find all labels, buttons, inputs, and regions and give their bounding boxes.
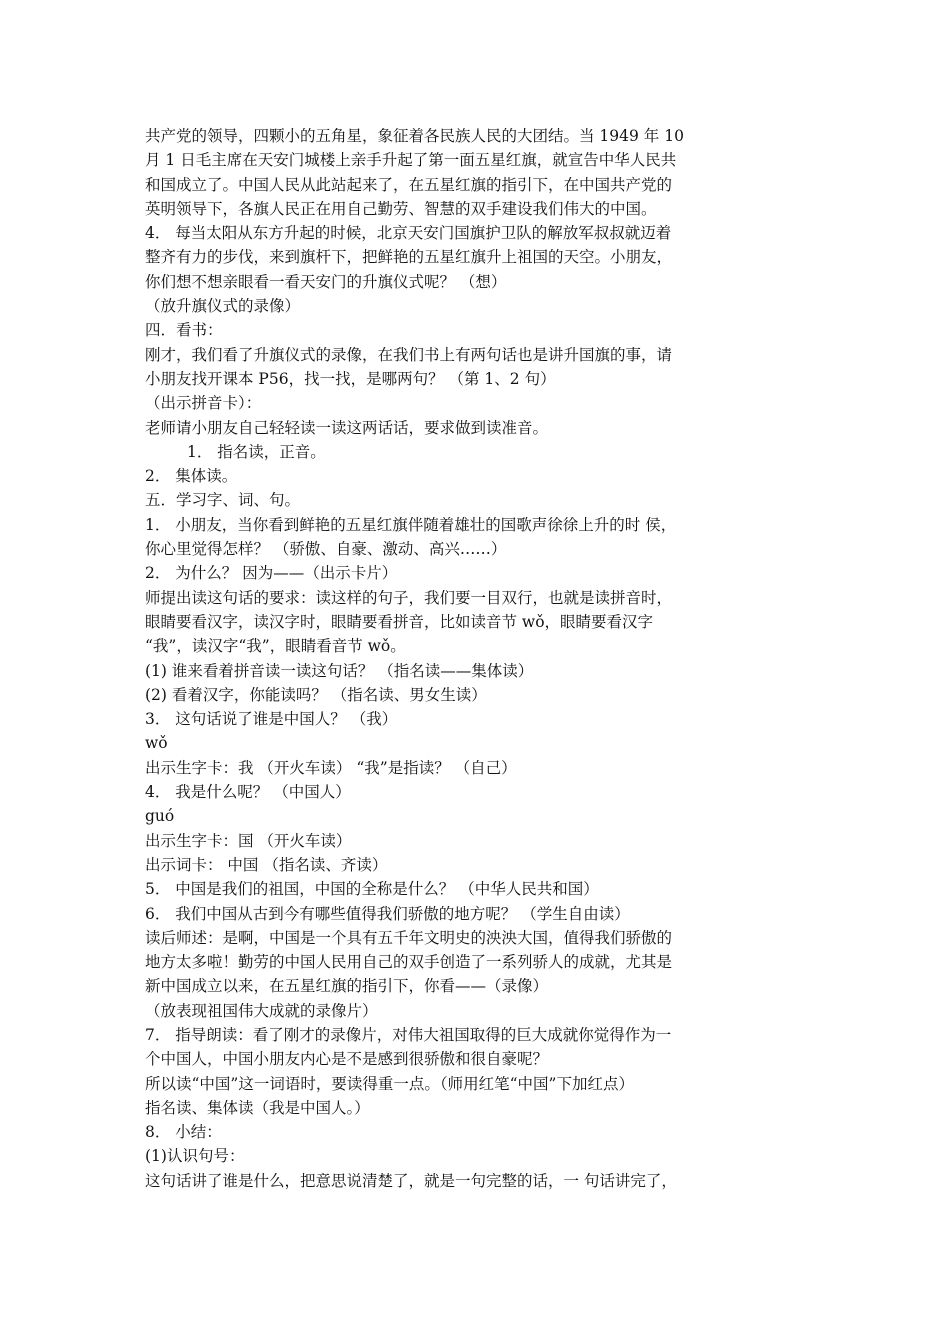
- text-line: 地方太多啦！勤劳的中国人民用自己的双手创造了一系列骄人的成就，尤其是: [145, 953, 673, 972]
- text-line: （出示拼音卡）：: [145, 394, 262, 413]
- text-line: 6． 我们中国从古到今有哪些值得我们骄傲的地方呢？ （学生自由读）: [145, 904, 630, 923]
- text-line: 读后师述：是啊，中国是一个具有五千年文明史的泱泱大国，值得我们骄傲的: [145, 928, 673, 947]
- text-line: 你们想不想亲眼看一看天安门的升旗仪式呢？ （想）: [145, 272, 507, 291]
- text-line: 1． 指名读，正音。: [187, 442, 326, 461]
- text-line: 共产党的领导，四颗小的五角星，象征着各民族人民的大团结。当 1949 年 10: [145, 127, 684, 145]
- text-line: 3． 这句话说了谁是中国人？ （我）: [145, 710, 398, 729]
- text-line: 5． 中国是我们的祖国，中国的全称是什么？ （中华人民共和国）: [145, 880, 599, 899]
- text-line: 指名读、集体读（我是中国人。）: [145, 1098, 370, 1117]
- text-line: (1) 谁来看着拼音读一读这句话？ （指名读——集体读）: [145, 661, 534, 680]
- text-line: 7． 指导朗读：看了刚才的录像片，对伟大祖国取得的巨大成就你觉得作为一: [145, 1025, 672, 1044]
- text-line: “我”，读汉字“我”，眼睛看音节 wǒ。: [145, 637, 406, 656]
- text-line: (2) 看着汉字，你能读吗？ （指名读、男女生读）: [145, 685, 487, 704]
- text-line: 这句话讲了谁是什么，把意思说清楚了，就是一句完整的话，一 句话讲完了，: [145, 1171, 677, 1190]
- text-line: 2． 为什么？ 因为——（出示卡片）: [145, 564, 398, 583]
- text-line: （放升旗仪式的录像）: [145, 297, 301, 316]
- text-line: 8． 小结：: [145, 1123, 222, 1142]
- text-line: 个中国人，中国小朋友内心是不是感到很骄傲和很自豪呢？: [145, 1050, 549, 1069]
- text-line: 老师请小朋友自己轻轻读一读这两话话，要求做到读准音。: [145, 418, 549, 437]
- text-line: (1)认识句号：: [145, 1147, 245, 1166]
- text-line: 小朋友找开课本 P56，找一找，是哪两句？ （第 1、2 句）: [145, 369, 556, 388]
- text-line: 出示生字卡：我 （开火车读） “我”是指读？ （自己）: [145, 758, 517, 777]
- text-line: 和国成立了。中国人民从此站起来了，在五星红旗的指引下，在中国共产党的: [145, 175, 673, 194]
- text-line: 4． 我是什么呢？ （中国人）: [145, 783, 351, 802]
- text-line: 出示词卡： 中国 （指名读、齐读）: [145, 855, 388, 874]
- text-line: 出示生字卡：国 （开火车读）: [145, 831, 352, 850]
- text-line: 4． 每当太阳从东方升起的时候，北京天安门国旗护卫队的解放军叔叔就迈着: [145, 224, 672, 243]
- section-heading: 五．学习字、词、句。: [145, 491, 301, 510]
- text-line: （放表现祖国伟大成就的录像片）: [145, 1001, 378, 1020]
- text-line: 整齐有力的步伐，来到旗杆下，把鲜艳的五星红旗升上祖国的天空。小朋友，: [145, 248, 673, 267]
- pinyin-line: wǒ: [145, 734, 168, 753]
- document-page: [145, 124, 810, 1193]
- text-line: 月 1 日毛主席在天安门城楼上亲手升起了第一面五星红旗，就宣告中华人民共: [145, 151, 677, 170]
- text-line: 1． 小朋友，当你看到鲜艳的五星红旗伴随着雄壮的国歌声徐徐上升的时 侯，: [145, 515, 677, 534]
- section-heading: 四．看书：: [145, 321, 223, 340]
- text-line: 眼睛要看汉字，读汉字时，眼睛要看拼音，比如读音节 wǒ，眼睛要看汉字: [145, 612, 654, 631]
- text-line: 2． 集体读。: [145, 467, 238, 486]
- text-line: 所以读“中国”这一词语时，要读得重一点。（师用红笔“中国”下加红点）: [145, 1074, 634, 1093]
- text-line: 刚才，我们看了升旗仪式的录像，在我们书上有两句话也是讲升国旗的事，请: [145, 345, 673, 364]
- text-line: 你心里觉得怎样？ （骄傲、自豪、激动、高兴……）: [145, 540, 507, 559]
- text-line: 英明领导下，各旗人民正在用自己勤劳、智慧的双手建设我们伟大的中国。: [145, 199, 657, 218]
- pinyin-line: guó: [145, 807, 175, 826]
- text-line: 新中国成立以来，在五星红旗的指引下，你看——（录像）: [145, 977, 549, 996]
- text-line: 师提出读这句话的要求：读这样的句子，我们要一目双行，也就是读拼音时，: [145, 588, 673, 607]
